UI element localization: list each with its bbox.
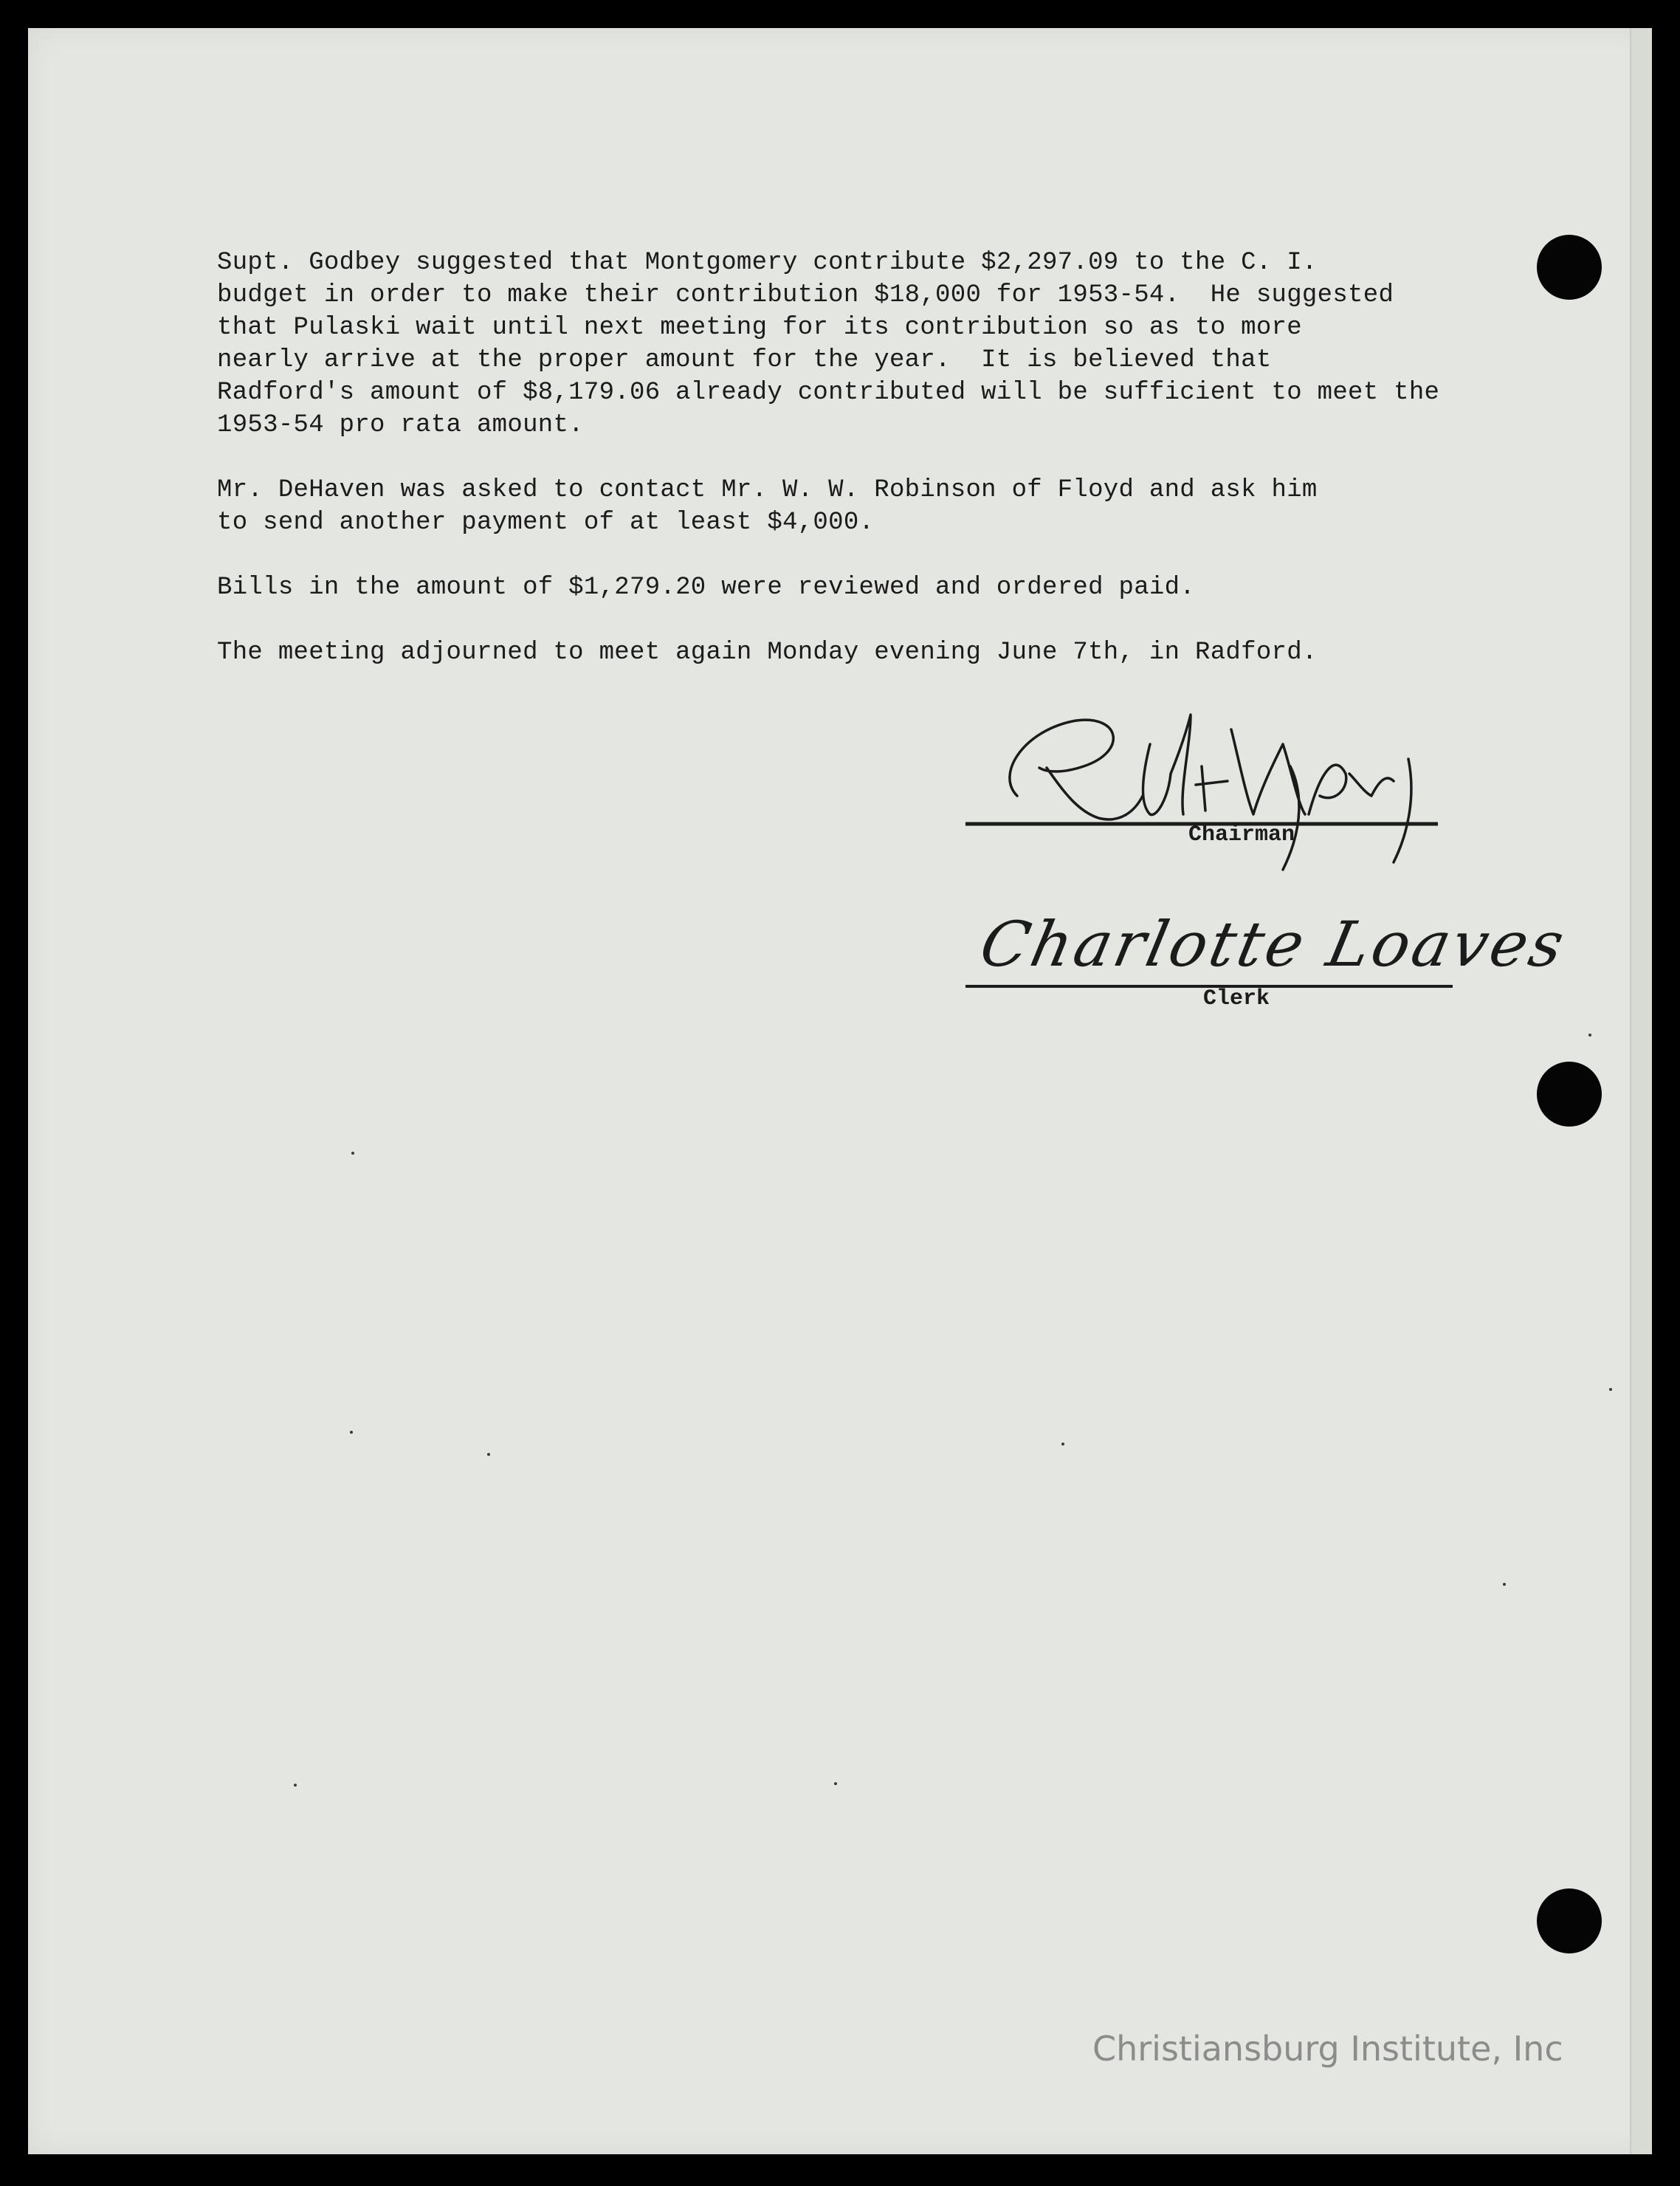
chairman-signature-block: [936, 685, 1453, 870]
text-line: Radford's amount of $8,179.06 already contributed will be sufficient to meet the: [217, 379, 1440, 407]
clerk-signature-block: [936, 899, 1574, 1032]
punch-hole-bottom: [1537, 1888, 1602, 1953]
paragraph-bills: [217, 571, 1546, 604]
text-line: The meeting adjourned to meet again Monday evening June 7th, in Radford.: [217, 639, 1318, 667]
document-page: [28, 28, 1652, 2154]
text-line: to send another payment of at least $4,000.: [217, 509, 875, 537]
text-line: 1953-54 pro rata amount.: [217, 411, 584, 439]
text-line: that Pulaski wait until next meeting for its contribution so as to more: [217, 314, 1302, 342]
paper-speck: [350, 1431, 353, 1434]
paper-speck: [1061, 1443, 1064, 1446]
paper-speck: [1503, 1583, 1506, 1586]
page-edge: [1630, 28, 1652, 2154]
text-line: Mr. DeHaven was asked to contact Mr. W. W. Robinson of Floyd and ask him: [217, 476, 1318, 504]
paragraph-adjournment: [217, 636, 1546, 669]
paper-speck: [1588, 1034, 1591, 1037]
minutes-body: [217, 247, 1546, 701]
paper-speck: [351, 1152, 354, 1155]
clerk-signature-handwriting: Charlotte Loaves: [974, 908, 1574, 980]
text-line: budget in order to make their contribution $18,000 for 1953-54. He suggested: [217, 281, 1394, 309]
punch-hole-middle: [1537, 1062, 1602, 1127]
text-line: Supt. Godbey suggested that Montgomery contribute $2,297.09 to the C. I.: [217, 249, 1318, 277]
paragraph-budget-contributions: [217, 247, 1546, 441]
paper-speck: [294, 1784, 297, 1787]
paper-speck: [1609, 1388, 1612, 1391]
clerk-title: Clerk: [1203, 986, 1270, 1011]
paragraph-floyd-payment: [217, 474, 1546, 539]
text-line: nearly arrive at the proper amount for the year. It is believed that: [217, 346, 1272, 374]
paper-speck: [834, 1782, 837, 1785]
chairman-title: Chairman: [1188, 822, 1295, 848]
watermark-text: Christiansburg Institute, Inc: [1092, 2029, 1563, 2069]
punch-hole-top: [1537, 235, 1602, 300]
text-line: Bills in the amount of $1,279.20 were reviewed and ordered paid.: [217, 574, 1196, 602]
paper-speck: [487, 1453, 490, 1456]
